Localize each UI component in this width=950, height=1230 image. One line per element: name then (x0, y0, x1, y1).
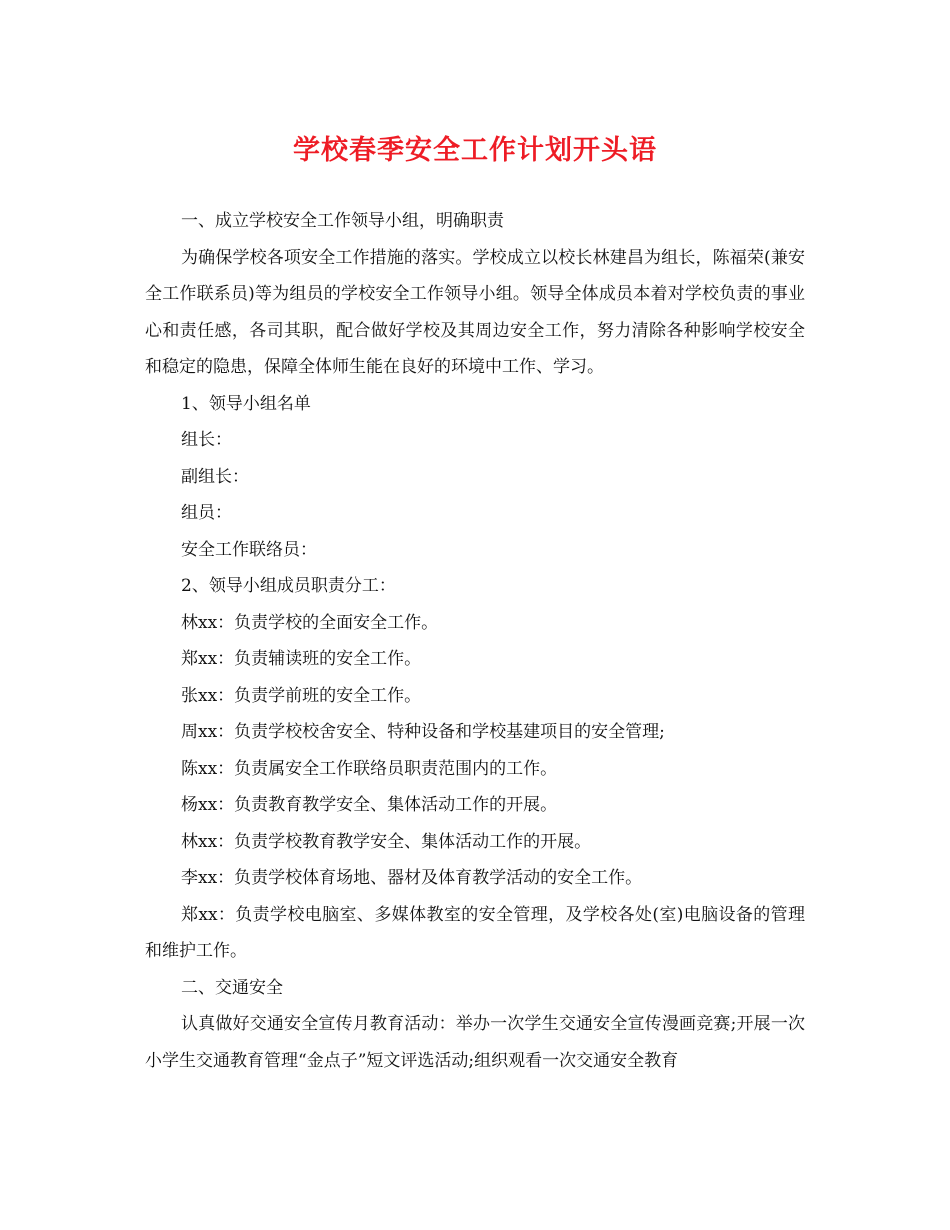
subheading-member-list: 1、领导小组名单 (181, 393, 311, 414)
list-item-liaison: 安全工作联络员： (181, 539, 317, 560)
document-title: 学校春季安全工作计划开头语 (293, 135, 657, 166)
list-item-leader: 组长： (181, 430, 232, 450)
list-item-deputy-leader: 副组长： (181, 466, 249, 487)
duty-item: 李xx：负责学校体育场地、器材及体育教学活动的安全工作。 (181, 868, 643, 888)
duty-item: 陈xx：负责属安全工作联络员职责范围内的工作。 (181, 758, 558, 779)
list-item-members: 组员： (181, 503, 232, 523)
duty-item: 林xx：负责学校的全面安全工作。 (181, 612, 439, 633)
duty-item: 周xx：负责学校校舍安全、特种设备和学校基建项目的安全管理; (181, 722, 665, 742)
paragraph-leadership-intro: 为确保学校各项安全工作措施的落实。学校成立以校长林建昌为组长，陈福荣(兼安全工作联系员)等为组员的学校安全工作领导小组。领导全体成员本着对学校负责的事业心和责任感，各司其职，配合做好学校及其周边安全工作，努力清除各种影响学校安全和稳定的隐患，保障全体师生能在良好的环境中工作、学习。 (145, 247, 805, 377)
section-heading-traffic: 二、交通安全 (181, 977, 283, 998)
paragraph-traffic: 认真做好交通安全宣传月教育活动：举办一次学生交通安全宣传漫画竞赛;开展一次小学生交通教育管理“金点子”短文评选活动;组织观看一次交通安全教育 (145, 1014, 805, 1071)
section-heading-leadership: 一、成立学校安全工作领导小组，明确职责 (181, 211, 504, 231)
document-body (145, 203, 805, 1079)
duty-item: 郑xx：负责学校电脑室、多媒体教室的安全管理，及学校各处(室)电脑设备的管理和维护工作。 (145, 904, 805, 961)
duty-item: 杨xx：负责教育教学安全、集体活动工作的开展。 (181, 795, 558, 815)
duty-item: 郑xx：负责辅读班的安全工作。 (181, 649, 422, 669)
subheading-duties: 2、领导小组成员职责分工： (181, 576, 396, 596)
duty-item: 林xx：负责学校教育教学安全、集体活动工作的开展。 (181, 831, 592, 852)
duty-item: 张xx：负责学前班的安全工作。 (181, 685, 422, 706)
